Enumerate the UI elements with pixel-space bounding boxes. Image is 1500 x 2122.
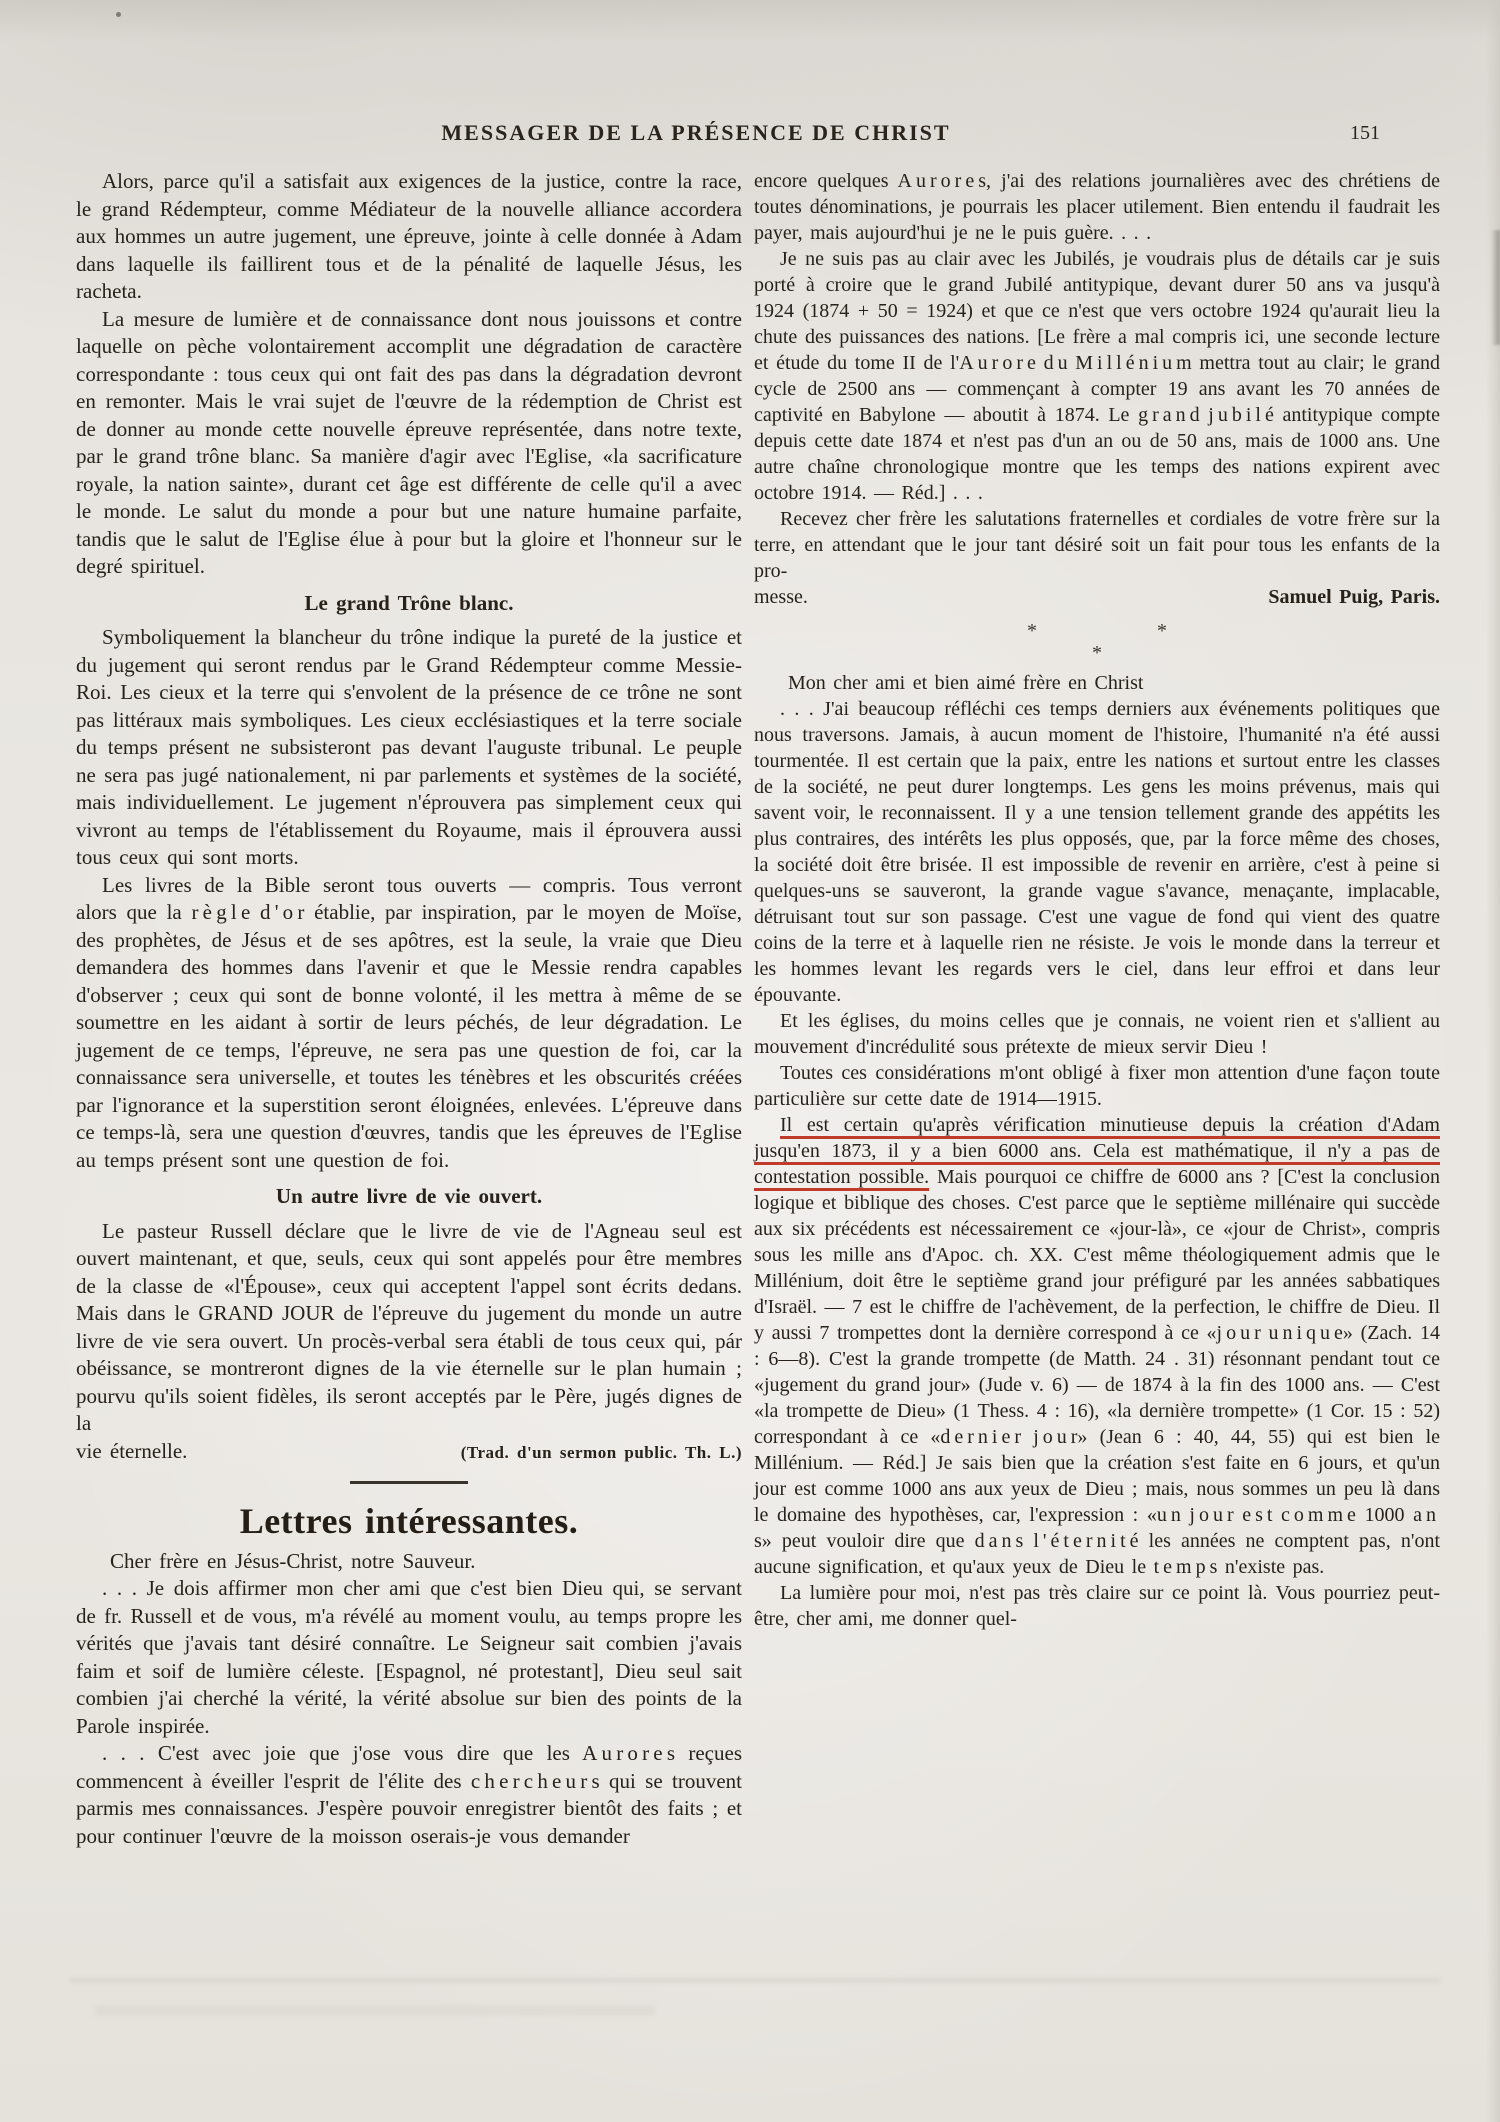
row-text: vie éternelle.	[76, 1438, 188, 1463]
paragraph: Alors, parce qu'il a satisfait aux exigences de la justice, contre la race, le grand Rédempteur, comme Médiateur de la nouvelle alliance accordera aux hommes un autre jugement, une épreuve, jointe à celle donnée à Adam dans laquelle ils faillirent tous et de la pénalité de laquelle Jésus, les racheta.	[76, 169, 742, 303]
paragraph-end-row	[754, 584, 1440, 610]
paragraph: Toutes ces considérations m'ont obligé à fixer mon attention d'une façon toute particulière sur cette date de 1914—1915.	[754, 1062, 1440, 1110]
scan-artifact-edge-mark	[1491, 230, 1500, 345]
page-number: 151	[1350, 122, 1380, 144]
section-heading: Un autre livre de vie ouvert.	[275, 1184, 543, 1208]
paragraph: Symboliquement la blancheur du trône indique la pureté de la justice et du jugement qui seront rendus par le Grand Rédempteur comme Messie-Roi. Les cieux et la terre qui s'envolent de la présence de ce trône ne sont pas littéraux mais symboliques. Les cieux ecclésiastiques et la terre sociale du temps présent ne subsisteront pas devant l'auguste tribunal. Le peuple ne sera pas jugé nationalement, ni par parlements et systèmes de la société, mais individuellement. Le jugement n'éprouvera pas simplement ceux qui vivront au temps de l'établissement du Royaume, mais il éprouvera aussi tous ceux qui sont morts.	[76, 625, 742, 869]
credit-line: (Trad. d'un sermon public. Th. L.)	[460, 1442, 742, 1462]
salutation: Cher frère en Jésus-Christ, notre Sauveur.	[110, 1548, 476, 1573]
paragraph: . . . J'ai beaucoup réfléchi ces temps derniers aux événements politiques que nous traversons. Jamais, à aucun moment de l'histoire, l'humanité n'a été aussi tourmentée. Il est certain que la paix, entre les nations et surtout entre les classes de la société, ne peut durer longtemps. Les gens les moins prévenus, mais qui savent voir, le reconnaissent. Il y a une tension tellement grande des appétits les plus contraires, des intérêts les plus opposés, que, par la force même des choses, la société doit être brisée. Il est impossible de revenir en arrière, c'est à peine si quelques-uns se sauveront, la grande vague s'avance, menaçante, implacable, détruisant tout sur son passage. C'est une vague de fond qui vient des quatre coins de la terre et à laquelle rien ne résiste. Je vois le monde dans la terreur et les hommes levant les regards vers le ciel, dans leur effroi et dans leur épouvante.	[754, 698, 1440, 1006]
column-right	[754, 168, 1440, 1632]
scan-artifact-smudge	[70, 1978, 1440, 1983]
scan-artifact-smudge	[95, 2006, 655, 2015]
salutation: Mon cher ami et bien aimé frère en Christ	[788, 672, 1144, 694]
paragraph: Il est certain qu'après vérification minutieuse depuis la création d'Adam jusqu'en 1873, il y a bien 6000 ans. Cela est mathématique, il n'y a pas de contestation possible. Mais pourquoi ce chiffre de 6000 ans ? [C'est la conclusion logique et biblique des choses. C'est parce que le septième millénaire qui succède aux six précédents est nécessairement ce «jour-là», ce «jour de Christ», compris sous les mille ans d'Apoc. ch. XX. C'est même théologiquement admis que le Millénium, doit être le septième grand jour préfiguré par les années sabbatiques d'Israël. — 7 est le chiffre de l'achèvement, de la perfection, le chiffre de Dieu. Il y aussi 7 trompettes dont la dernière correspond à ce «j o u r u n i q u e» (Zach. 14 : 6—8). C'est la grande trompette (de Matth. 24 . 31) résonnant pendant tout ce «jugement du grand jour» (Jude v. 6) — de 1874 à la fin des 1000 ans. — C'est «la trompette de Dieu» (1 Thess. 4 : 16), «la dernière trompette» (1 Cor. 15 : 52) correspondant à ce «d e r n i e r j o u r» (Jean 6 : 40, 44, 55) qui est bien le Millénium. — Réd.] Je sais bien que la création s'est faite en 6 jours, et qu'un jour est comme 1000 ans aux yeux de Dieu ; mais, nous sommes un peu là dans le domaine des hypothèses, car, l'expression : «u n j o u r e s t c o m m e 1000 a n s» peut vouloir dire que d a n s l ' é t e r n i t é les années ne comptent pas, n'ont aucune signification, et qu'aux yeux de Dieu le t e m p s n'existe pas.	[754, 1114, 1441, 1578]
paragraph: . . . C'est avec joie que j'ose vous dire que les A u r o r e s reçues commencent à éveiller l'esprit de l'élite des c h e r c h e u r s qui se trouvent parmis mes connaissances. J'espère pouvoir enregistrer bientôt des faits ; et pour continuer l'œuvre de la moisson oserais-je vous demander	[76, 1741, 742, 1848]
signature: Samuel Puig, Paris.	[1268, 586, 1440, 608]
scan-artifact-dot	[116, 12, 121, 17]
paragraph-end-row	[76, 1438, 742, 1467]
paragraph: encore quelques A u r o r e s, j'ai des relations journalières avec des chrétiens de toutes dénominations, je pourrais les placer utilement. Bien entendu il faudrait les payer, mais aujourd'hui je ne le puis guère. . . .	[754, 170, 1440, 244]
paragraph: La lumière pour moi, n'est pas très claire sur ce point là. Vous pourriez peut-être, cher ami, me donner quel-	[754, 1582, 1440, 1630]
paragraph: Je ne suis pas au clair avec les Jubilés, je voudrais plus de détails car je suis porté à croire que le grand Jubilé antitypique, devant durer 50 ans va jusqu'à 1924 (1874 + 50 = 1924) et que ce n'est que vers octobre 1924 qu'aurait lieu la chute des puissances des nations. [Le frère a mal compris ici, une seconde lecture et étude du tome II de l'A u r o r e d u M i l l é n i u m mettra tout au clair; le grand cycle de 2500 ans — commençant à compter 19 ans avant les 70 années de captivité en Babylone — aboutit à 1874. Le g r a n d j u b i l é antitypique compte depuis cette date 1874 et n'est pas d'un an ou de 50 ans, mais de 1000 ans. Une autre chaîne chronologique montre que les temps des nations expirent avec octobre 1914. — Réd.] . . .	[754, 248, 1440, 504]
paragraph: . . . Je dois affirmer mon cher ami que c'est bien Dieu qui, se servant de fr. Russell et de vous, m'a révélé au moment voulu, au temps propre les vérités que j'avais tant désiré connaître. Le Seigneur sait combien j'avais faim et soif de lumière céleste. [Espagnol, né protestant], Dieu seul sait combien j'ai cherché la vérité, la vérité absolue sur bien des points de la Parole inspirée.	[76, 1576, 742, 1738]
paragraph: Les livres de la Bible seront tous ouverts — compris. Tous verront alors que la r è g l e d ' o r établie, par inspiration, par le moyen de Moïse, des prophètes, de Jésus et de ses apôtres, est la seule, la vraie que Dieu demandera des hommes dans l'avenir et que le Messie rendra capables d'observer ; ceux qui sont de bonne volonté, il les mettra à même de se soumettre en les aidant à sortir de leurs péchés, de leur dégradation. Le jugement de ce temps, l'épreuve, ne sera pas une question de foi, car la connaissance sera universelle, et toutes les ténèbres et les obscurités créées par l'ignorance et la superstition seront éloignées, enlevées. L'épreuve dans ce temps-là, sera une question d'œuvres, tandis que les épreuves de l'Eglise au temps présent sont une question de foi.	[76, 872, 742, 1172]
divider-rule	[350, 1481, 468, 1484]
red-underlined-text: Il est certain qu'après vérification minutieuse depuis la création d'Adam jusqu'en 1873, il y a bien 6000 ans. Cela est mathématique, il n'y a pas de contestation possible.	[754, 1114, 1440, 1188]
column-left	[76, 168, 742, 1850]
paragraph: Recevez cher frère les salutations fraternelles et cordiales de votre frère sur la terre, en attendant que le jour tant désiré soit un fait pour tous les enfants de la pro-	[754, 508, 1440, 582]
article-title: Lettres intéressantes.	[239, 1501, 579, 1541]
paragraph: Le pasteur Russell déclare que le livre de vie de l'Agneau seul est ouvert maintenant, et que, seuls, ceux qui sont appelés pour être membres de la classe de «l'Épouse», ceux qui acceptent l'appel sont écrits dedans. Mais dans le GRAND JOUR de l'épreuve du jugement du monde un autre livre de vie sera ouvert. Un procès-verbal sera établi de tous ceux qui, pár obéissance, se montreront dignes de la vie éternelle sur le plan humain ; pourvu qu'ils soient fidèles, ils seront acceptés par le Père, jugés dignes de la	[76, 1218, 742, 1435]
paragraph: Et les églises, du moins celles que je connais, ne voient rien et s'allient au mouvement d'incrédulité sous prétexte de mieux servir Dieu !	[754, 1010, 1440, 1058]
section-heading: Le grand Trône blanc.	[304, 590, 514, 615]
masthead-title: MESSAGER DE LA PRÉSENCE DE CHRIST	[441, 120, 951, 145]
paragraph: La mesure de lumière et de connaissance dont nous jouissons et contre laquelle on pèche volontairement accomplit une dégradation de caractère correspondante : tous ceux qui ont fait des pas dans la dégradation devront en remonter. Mais le vrai sujet de l'œuvre de la rédemption de Christ est de donner au monde cette nouvelle épreuve représentée, dans notre texte, par le grand trône blanc. Sa manière d'agir avec l'Eglise, «la sacrificature royale, la nation sainte», durant cet âge est différente de celle qu'il a avec le monde. Le salut du monde a pour but une nature humaine parfaite, tandis que le salut de l'Eglise élue à pour but la gloire et l'honneur sur le degré spirituel.	[76, 306, 742, 578]
asterisk-separator: * * *	[1027, 620, 1167, 664]
row-text: messe.	[754, 586, 808, 608]
